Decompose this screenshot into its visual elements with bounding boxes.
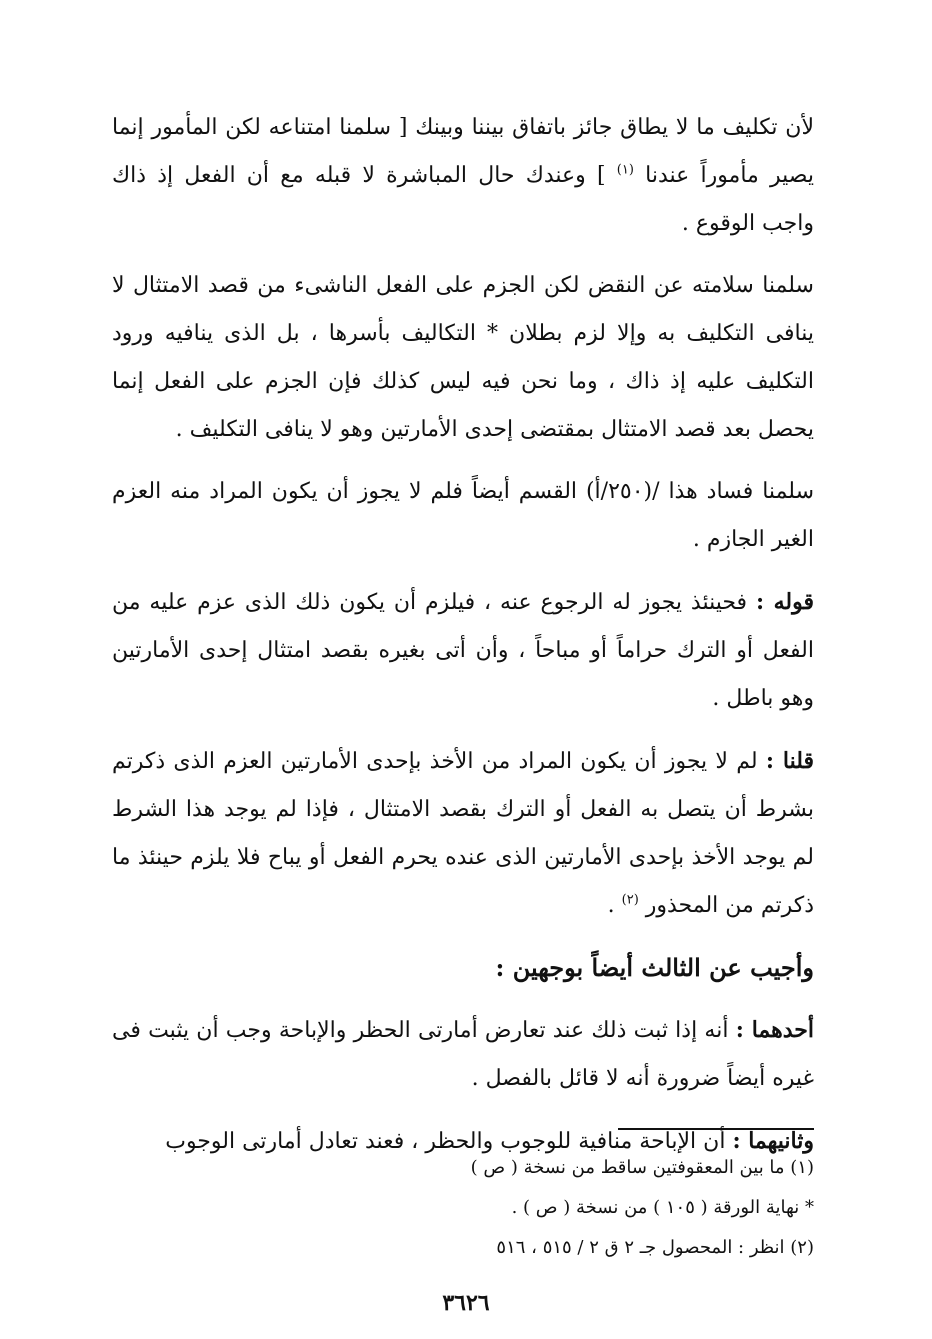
paragraph-5-text: لم لا يجوز أن يكون المراد من الأخذ بإحدى الأمارتين العزم الذى ذكرتم بشرط أن يتصل به الفعل أو الترك بقصد الامتثال ، فإذا لم يوجد هذا الشرط لم يوجد الأخذ بإحدى الأمارتين الذى عنده يحرم الفعل أو يباح فلا يلزم حينئذ ما ذكرتم من المحذور — [112, 749, 814, 918]
section-heading: وأجيب عن الثالث أيضاً بوجهين : — [495, 953, 814, 982]
paragraph-4 — [112, 578, 814, 723]
paragraph-1-text: لأن تكليف ما لا يطاق جائز باتفاق بيننا وبينك [ سلمنا امتناعه لكن المأمور إنما يصير مأموراً عندنا — [112, 115, 815, 188]
paragraph-6-lead: أحدهما : — [735, 1017, 814, 1043]
paragraph-5 — [112, 737, 814, 930]
paragraph-7-text: أن الإباحة منافية للوجوب والحظر ، فعند تعادل أمارتى الوجوب — [165, 1129, 726, 1154]
footnote-1: (١) ما بين المعقوفتين ساقط من نسخة ( ص ) — [470, 1157, 814, 1178]
paragraph-2 — [112, 262, 814, 454]
paragraph-3 — [112, 468, 814, 564]
paragraph-4-text: فحينئذ يجوز له الرجوع عنه ، فيلزم أن يكون ذلك الذى عزم عليه من الفعل أو الترك حراماً أو مباحاً ، وأن أتى بغيره بقصد امتثال إحدى الأمارتين وهو باطل . — [112, 590, 814, 711]
main-text — [112, 104, 814, 1180]
page-number: ٣٦٢٦ — [442, 1290, 490, 1316]
footnote-ref-2: (٢) — [621, 892, 639, 908]
paragraph-6-text: أنه إذا ثبت ذلك عند تعارض أمارتى الحظر والإباحة وجب أن يثبت فى غيره أيضاً ضرورة أنه لا قائل بالفصل . — [112, 1018, 814, 1091]
paragraph-6 — [112, 1006, 814, 1103]
paragraph-1 — [112, 104, 814, 248]
paragraph-1-text-after: ] وعندك حال المباشرة لا قبله مع أن الفعل إذ ذاك واجب الوقوع . — [112, 163, 814, 236]
paragraph-7-lead: وثانيهما : — [732, 1128, 814, 1154]
paragraph-3-text: سلمنا فساد هذا /(٢٥٠/أ) القسم أيضاً فلم لا يجوز أن يكون المراد منه العزم الغير الجازم . — [112, 479, 815, 552]
footnotes — [112, 1148, 814, 1268]
footnote-2: (٢) انظر : المحصول جـ ٢ ق ٢ / ٥١٥ ، ٥١٦ — [496, 1237, 814, 1258]
footnote-divider — [618, 1128, 814, 1130]
paragraph-5-text-after: . — [607, 893, 615, 918]
paragraph-2-text: سلمنا سلامته عن النقض لكن الجزم على الفعل الناشىء من قصد الامتثال لا ينافى التكليف به وإلا لزم بطلان * التكاليف بأسرها ، بل الذى ينافيه ورود التكليف عليه إذ ذاك ، وما نحن فيه ليس كذلك فإن الجزم على الفعل إنما يحصل بعد قصد الامتثال بمقتضى إحدى الأمارتين وهو لا ينافى التكليف . — [112, 273, 814, 442]
paragraph-4-lead: قوله : — [755, 589, 814, 615]
footnote-folio-note: * نهاية الورقة ( ١٠٥ ) من نسخة ( ص ) . — [511, 1197, 814, 1218]
paragraph-5-lead: قلنا : — [765, 748, 815, 774]
footnote-ref-1: (١) — [616, 162, 634, 178]
